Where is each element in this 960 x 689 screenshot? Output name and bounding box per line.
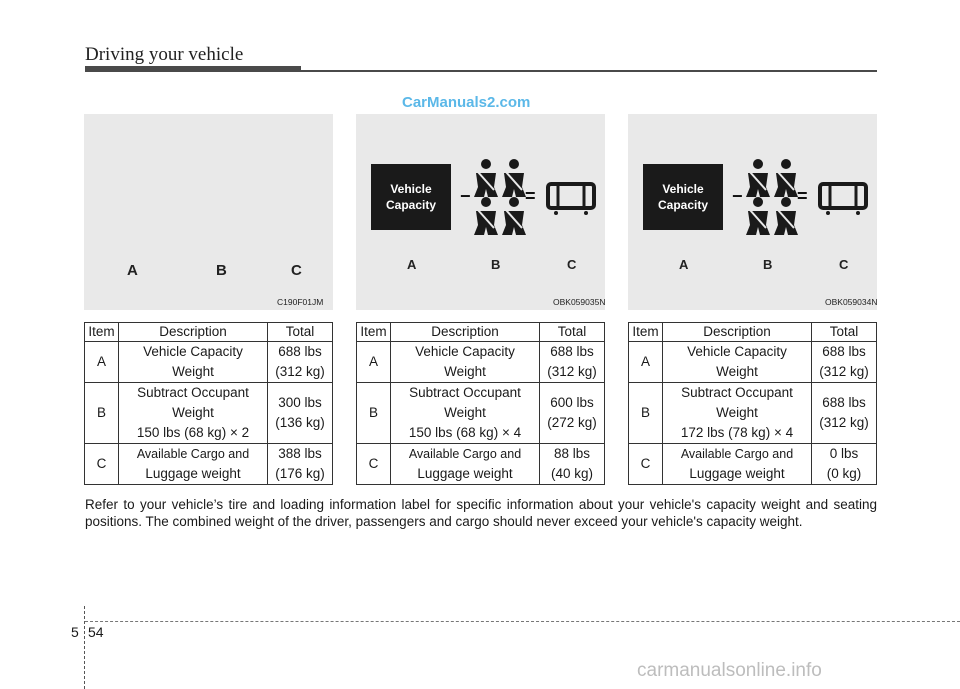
table-row <box>357 444 605 485</box>
row-description: Vehicle Capacity Weight <box>119 342 268 383</box>
table-row <box>357 342 605 383</box>
header-rule-thick <box>85 66 301 72</box>
header-item: Item <box>629 323 663 342</box>
example-3-figure-code: OBK059034N <box>825 297 878 307</box>
row-description: Vehicle Capacity Weight <box>391 342 540 383</box>
table-row <box>85 444 333 485</box>
example-3-illustration <box>628 114 877 310</box>
table-row <box>85 383 333 444</box>
row-description: Subtract Occupant Weight 150 lbs (68 kg) × 4 <box>391 383 540 444</box>
table-header-row <box>629 323 877 342</box>
section-number: 5 <box>71 624 79 640</box>
header-description: Description <box>391 323 540 342</box>
row-description: Available Cargo and Luggage weight <box>119 444 268 485</box>
row-total: 0 lbs (0 kg) <box>812 444 877 485</box>
table-row <box>357 383 605 444</box>
row-total: 688 lbs (312 kg) <box>812 342 877 383</box>
row-item: C <box>629 444 663 485</box>
row-item: B <box>629 383 663 444</box>
row-item: A <box>357 342 391 383</box>
row-description: Available Cargo and Luggage weight <box>663 444 812 485</box>
page-number: 54 <box>88 624 104 640</box>
row-total: 88 lbs (40 kg) <box>540 444 605 485</box>
row-description: Subtract Occupant Weight 172 lbs (78 kg) × 4 <box>663 383 812 444</box>
cargo-box-icon <box>818 182 868 216</box>
seatbelt-occupants-icon <box>740 159 800 235</box>
row-description: Available Cargo and Luggage weight <box>391 444 540 485</box>
vehicle-capacity-line1: Vehicle <box>390 182 432 196</box>
label-c: C <box>839 257 849 272</box>
label-a: A <box>127 262 138 279</box>
label-a: A <box>679 257 689 272</box>
label-a: A <box>407 257 417 272</box>
header-item: Item <box>357 323 391 342</box>
footer-rule <box>85 621 960 622</box>
row-item: C <box>85 444 119 485</box>
example-1-table <box>84 322 333 485</box>
row-item: A <box>629 342 663 383</box>
example-1-illustration <box>84 114 333 310</box>
label-c: C <box>291 262 302 279</box>
vehicle-capacity-line2: Capacity <box>385 198 437 212</box>
equals-sign: = <box>525 186 536 206</box>
header-total: Total <box>812 323 877 342</box>
row-item: A <box>85 342 119 383</box>
example-2-illustration <box>356 114 605 310</box>
footer-divider <box>84 606 86 689</box>
watermark-top: CarManuals2.com <box>402 94 531 111</box>
seatbelt-occupants-icon <box>468 159 528 235</box>
row-total: 688 lbs (312 kg) <box>540 342 605 383</box>
table-header-row <box>85 323 333 342</box>
row-total: 388 lbs (176 kg) <box>268 444 333 485</box>
header-total: Total <box>540 323 605 342</box>
label-b: B <box>216 262 227 279</box>
header-rule-thin <box>301 70 877 72</box>
header-description: Description <box>663 323 812 342</box>
header-description: Description <box>119 323 268 342</box>
row-description: Subtract Occupant Weight 150 lbs (68 kg) × 2 <box>119 383 268 444</box>
cargo-box-icon <box>546 182 596 216</box>
example-3-table <box>628 322 877 485</box>
row-total: 300 lbs (136 kg) <box>268 383 333 444</box>
body-paragraph: Refer to your vehicle’s tire and loading information label for specific information about your vehicle's capacity weight and seating positions. The combined weight of the driver, passengers and cargo should never exceed your vehicle's capacity weight. <box>85 497 877 529</box>
row-total: 688 lbs (312 kg) <box>812 383 877 444</box>
example-1-figure-code: C190F01JM <box>277 297 324 307</box>
label-b: B <box>491 257 501 272</box>
vehicle-capacity-box <box>371 164 451 230</box>
table-row <box>629 342 877 383</box>
row-description: Vehicle Capacity Weight <box>663 342 812 383</box>
header-total: Total <box>268 323 333 342</box>
example-2-table <box>356 322 605 485</box>
row-item: B <box>357 383 391 444</box>
row-item: C <box>357 444 391 485</box>
row-total: 688 lbs (312 kg) <box>268 342 333 383</box>
row-total: 600 lbs (272 kg) <box>540 383 605 444</box>
minus-sign: − <box>460 186 471 206</box>
example-2-figure-code: OBK059035N <box>553 297 606 307</box>
equals-sign: = <box>797 186 808 206</box>
table-row <box>629 383 877 444</box>
label-b: B <box>763 257 773 272</box>
label-c: C <box>567 257 577 272</box>
vehicle-capacity-box <box>643 164 723 230</box>
vehicle-capacity-line2: Capacity <box>657 198 709 212</box>
header-item: Item <box>85 323 119 342</box>
vehicle-capacity-line1: Vehicle <box>662 182 704 196</box>
table-row <box>85 342 333 383</box>
table-row <box>629 444 877 485</box>
watermark-bottom: carmanualsonline.info <box>637 660 822 681</box>
header-title: Driving your vehicle <box>85 44 244 65</box>
minus-sign: − <box>732 186 743 206</box>
row-item: B <box>85 383 119 444</box>
table-header-row <box>357 323 605 342</box>
